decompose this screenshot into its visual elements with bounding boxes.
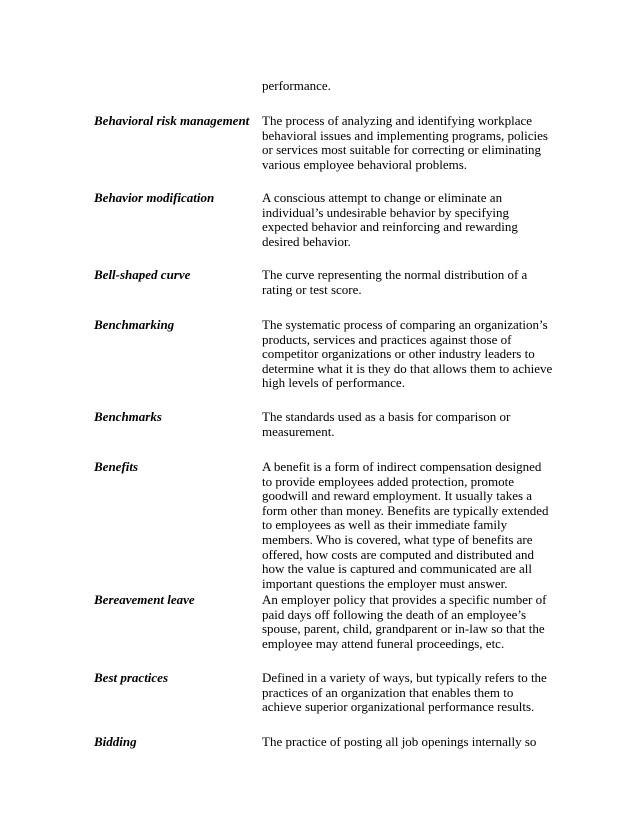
definition-line: determine what it is they do that allows them to achieve bbox=[262, 360, 553, 376]
glossary-definition bbox=[262, 735, 562, 750]
definition-line: offered, how costs are computed and distributed and bbox=[262, 546, 534, 562]
definition-line: behavioral issues and implementing programs, policies bbox=[262, 127, 548, 143]
glossary-definition bbox=[262, 318, 562, 391]
glossary-definition bbox=[262, 410, 562, 439]
definition-line: or services most suitable for correcting or eliminating bbox=[262, 142, 542, 158]
definition-line: members. Who is covered, what type of benefits are bbox=[262, 531, 533, 547]
glossary-definition bbox=[262, 191, 562, 249]
definition-line: expected behavior and reinforcing and rewarding bbox=[262, 219, 518, 235]
definition-line: The systematic process of comparing an organization’s bbox=[262, 317, 548, 332]
definition-line: spouse, parent, child, grandparent or in-law so that the bbox=[262, 621, 545, 637]
glossary-definition bbox=[262, 593, 562, 651]
glossary-definition bbox=[262, 114, 562, 172]
definition-line: how the value is captured and communicated are all bbox=[262, 561, 533, 577]
definition-line: form other than money. Benefits are typically extended bbox=[262, 502, 549, 518]
glossary-term: Bell-shaped curve bbox=[94, 267, 191, 282]
definition-line: paid days off following the death of an employee’s bbox=[262, 606, 527, 622]
glossary-term: Behavioral risk management bbox=[94, 113, 250, 128]
definition-line: to provide employees added protection, promote bbox=[262, 473, 514, 489]
definition-line: individual’s undesirable behavior by specifying bbox=[262, 204, 509, 220]
glossary-term: Bidding bbox=[94, 734, 137, 749]
definition-line: competitor organizations or other industry leaders to bbox=[262, 346, 535, 362]
definition-line: various employee behavioral problems. bbox=[262, 156, 468, 172]
glossary-term: Benefits bbox=[94, 459, 139, 474]
definition-line: A benefit is a form of indirect compensation designed bbox=[262, 459, 542, 474]
glossary-definition bbox=[262, 460, 562, 591]
definition-line: high levels of performance. bbox=[262, 375, 405, 391]
definition-line: to employees as well as their immediate family bbox=[262, 517, 508, 533]
definition-line: important questions the employer must answer. bbox=[262, 575, 508, 591]
glossary-term: Best practices bbox=[94, 670, 169, 685]
definition-line: achieve superior organizational performance results. bbox=[262, 699, 535, 715]
glossary-definition bbox=[262, 671, 562, 715]
definition-line: A conscious attempt to change or eliminate an bbox=[262, 190, 503, 205]
definition-line: products, services and practices against those of bbox=[262, 331, 512, 347]
definition-line: The practice of posting all job openings internally so bbox=[262, 734, 537, 749]
glossary-term: Benchmarking bbox=[94, 317, 175, 332]
definition-line: Defined in a variety of ways, but typically refers to the bbox=[262, 670, 547, 685]
definition-line: desired behavior. bbox=[262, 233, 351, 249]
glossary-term: Bereavement leave bbox=[94, 592, 195, 607]
definition-line: practices of an organization that enables them to bbox=[262, 684, 514, 700]
definition-line: An employer policy that provides a specific number of bbox=[262, 592, 547, 607]
definition-line: employee may attend funeral proceedings, etc. bbox=[262, 635, 505, 651]
glossary-term: Benchmarks bbox=[94, 409, 162, 424]
glossary-term: Behavior modification bbox=[94, 190, 215, 205]
glossary-definition bbox=[262, 268, 562, 297]
continued-definition-text: performance. bbox=[262, 78, 331, 93]
definition-line: The curve representing the normal distribution of a bbox=[262, 267, 528, 282]
definition-line: The process of analyzing and identifying workplace bbox=[262, 113, 533, 128]
definition-line: rating or test score. bbox=[262, 281, 362, 297]
definition-line: goodwill and reward employment. It usually takes a bbox=[262, 488, 533, 504]
definition-line: The standards used as a basis for comparison or bbox=[262, 409, 511, 424]
definition-line: measurement. bbox=[262, 423, 335, 439]
